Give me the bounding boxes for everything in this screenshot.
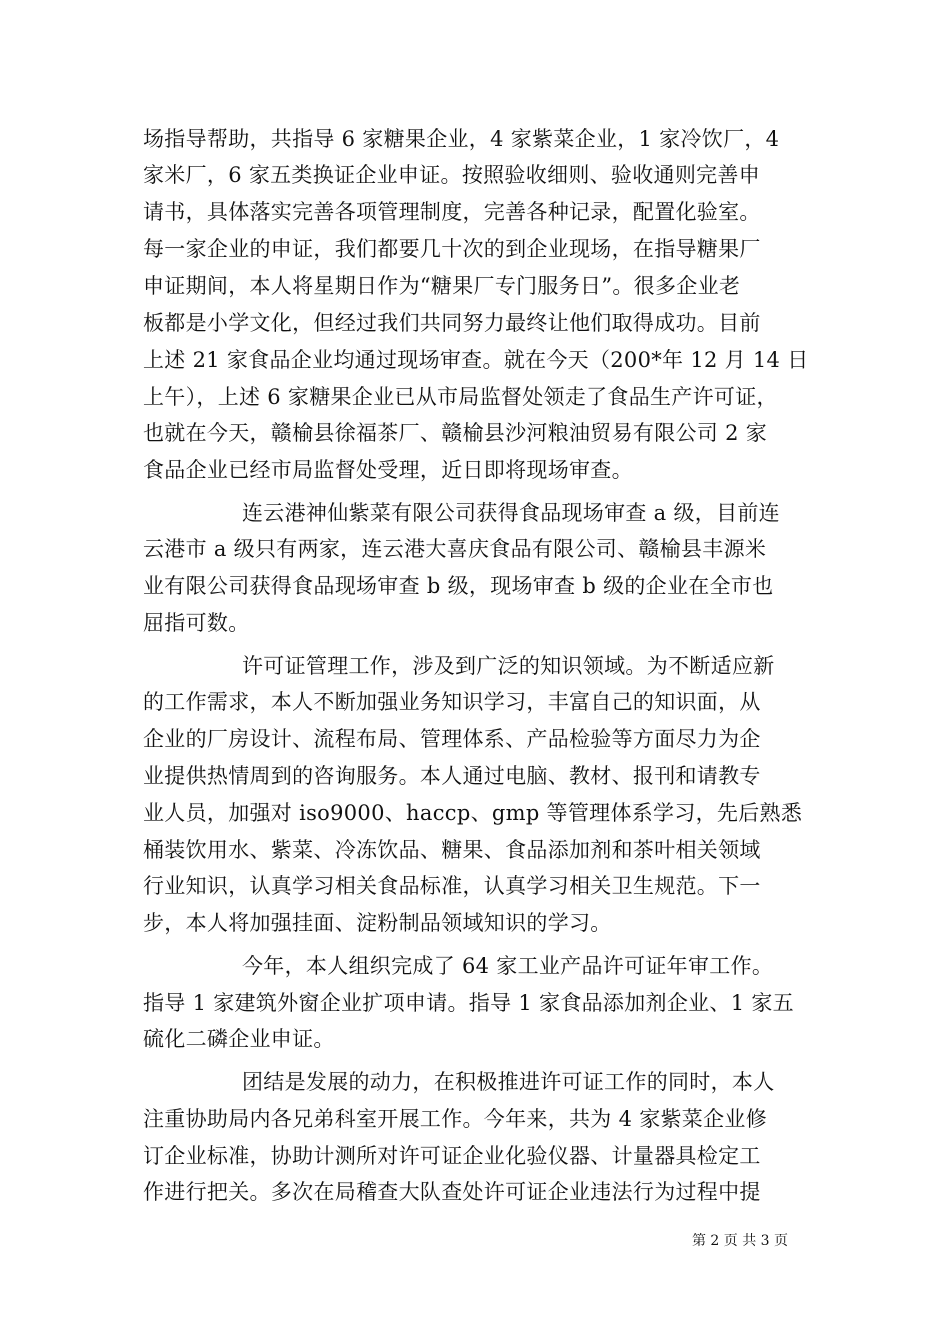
- text-line: 食品企业已经市局监督处受理，近日即将现场审查。: [143, 458, 633, 482]
- paragraph-first-line: 团结是发展的动力，在积极推进许可证工作的同时，本人: [242, 1070, 775, 1094]
- text-line: 也就在今天，赣榆县徐福茶厂、赣榆县沙河粮油贸易有限公司 2 家: [143, 421, 768, 445]
- page-number-footer: 第 2 页 共 3 页: [691, 1233, 789, 1249]
- text-line: 作进行把关。多次在局稽查大队查处许可证企业违法行为过程中提: [143, 1180, 761, 1204]
- text-line: 桶装饮用水、紫菜、冷冻饮品、糖果、食品添加剂和茶叶相关领域: [143, 838, 761, 862]
- text-line: 业提供热情周到的咨询服务。本人通过电脑、教材、报刊和请教专: [143, 764, 761, 788]
- paragraph-first-line: 连云港神仙紫菜有限公司获得食品现场审查 a 级，目前连: [242, 501, 780, 525]
- text-line: 步，本人将加强挂面、淀粉制品领域知识的学习。: [143, 911, 612, 935]
- text-line: 行业知识，认真学习相关食品标准，认真学习相关卫生规范。下一: [143, 874, 761, 898]
- text-line: 每一家企业的申证，我们都要几十次的到企业现场，在指导糖果厂: [143, 237, 761, 261]
- text-line: 上述 21 家食品企业均通过现场审查。就在今天（200*年 12 月 14 日: [143, 348, 809, 372]
- text-line: 注重协助局内各兄弟科室开展工作。今年来，共为 4 家紫菜企业修: [143, 1107, 768, 1131]
- text-line: 业有限公司获得食品现场审查 b 级，现场审查 b 级的企业在全市也: [143, 574, 774, 598]
- paragraph-first-line: 许可证管理工作，涉及到广泛的知识领域。为不断适应新: [242, 654, 775, 678]
- paragraph-first-line: 今年，本人组织完成了 64 家工业产品许可证年审工作。: [242, 954, 774, 978]
- text-line: 云港市 a 级只有两家，连云港大喜庆食品有限公司、赣榆县丰源米: [143, 537, 767, 561]
- text-line: 屈指可数。: [143, 611, 250, 635]
- text-line: 硫化二磷企业申证。: [143, 1027, 335, 1051]
- text-line: 业人员，加强对 iso9000、haccp、gmp 等管理体系学习，先后熟悉: [143, 801, 803, 825]
- text-line: 请书，具体落实完善各项管理制度，完善各种记录，配置化验室。: [143, 200, 761, 224]
- text-line: 上午），上述 6 家糖果企业已从市局监督处领走了食品生产许可证，: [143, 385, 778, 409]
- text-line: 订企业标准，协助计测所对许可证企业化验仪器、计量器具检定工: [143, 1144, 761, 1168]
- text-line: 申证期间，本人将星期日作为“糖果厂专门服务日”。很多企业老: [143, 274, 741, 298]
- text-line: 的工作需求，本人不断加强业务知识学习，丰富自己的知识面，从: [143, 690, 761, 714]
- text-line: 场指导帮助，共指导 6 家糖果企业，4 家紫菜企业，1 家冷饮厂，4: [143, 127, 780, 151]
- text-line: 家米厂，6 家五类换证企业申证。按照验收细则、验收通则完善申: [143, 163, 761, 187]
- text-line: 企业的厂房设计、流程布局、管理体系、产品检验等方面尽力为企: [143, 727, 761, 751]
- text-line: 指导 1 家建筑外窗企业扩项申请。指导 1 家食品添加剂企业、1 家五: [143, 991, 794, 1015]
- text-line: 板都是小学文化，但经过我们共同努力最终让他们取得成功。目前: [143, 311, 761, 335]
